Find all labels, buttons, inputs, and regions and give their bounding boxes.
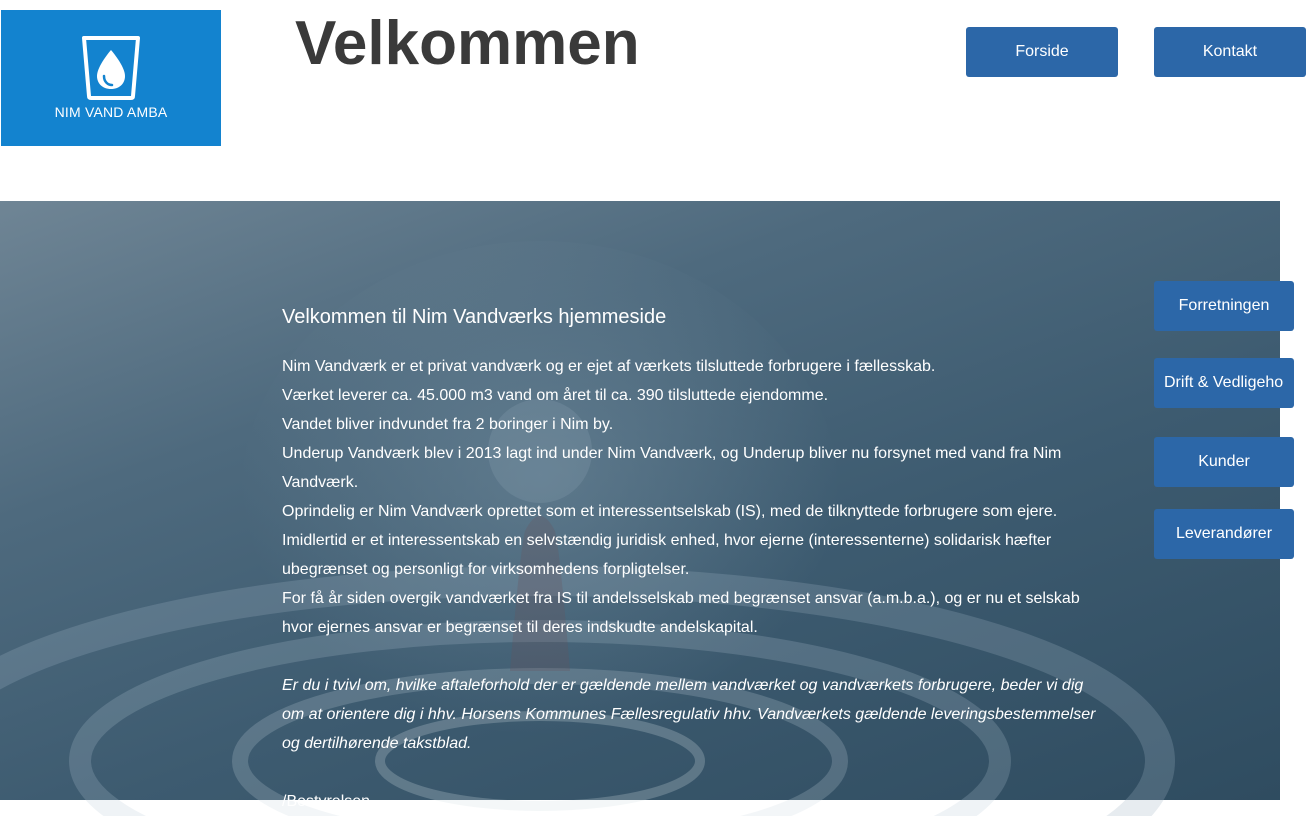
sidebar-item-label: Forretningen: [1178, 297, 1270, 314]
sidebar-item-label: Leverandører: [1175, 525, 1273, 542]
page-title: Velkommen: [295, 9, 640, 78]
sidebar-item-leverandorer[interactable]: [1154, 509, 1294, 559]
nav-forside-button[interactable]: [966, 27, 1118, 77]
nav-forside-label: Forside: [1015, 43, 1069, 60]
content-heading: Velkommen til Nim Vandværks hjemmeside: [282, 306, 667, 328]
nav-kontakt-label: Kontakt: [1202, 43, 1258, 60]
sidebar-item-label: Kunder: [1198, 453, 1250, 470]
paragraph: Værket leverer ca. 45.000 m3 vand om året til ca. 390 tilsluttede ejendomme.: [282, 387, 829, 404]
nav-kontakt-button[interactable]: [1154, 27, 1306, 77]
hero-section: [0, 201, 1284, 810]
spacer: [282, 758, 1102, 787]
notice-text: Er du i tvivl om, hvilke aftaleforhold der er gældende mellem vandværket og vandværkets forbrugere, beder vi dig om at orientere dig i hhv. Horsens Kommunes Fællesregulativ hhv. Vandværkets gældende leveringsbestemmelser og dertilhørende takstblad.: [282, 677, 1096, 752]
spacer: [282, 642, 1102, 671]
logo-text: NIM VAND AMBA: [54, 104, 168, 120]
sidebar-item-kunder[interactable]: [1154, 437, 1294, 487]
main-content: [282, 302, 1102, 816]
site-logo[interactable]: [1, 10, 221, 146]
paragraph: Nim Vandværk er et privat vandværk og er ejet af værkets tilsluttede forbrugere i fællesskab.: [282, 358, 936, 375]
signature: /Bestyrelsen: [282, 793, 371, 810]
paragraph: Vandet bliver indvundet fra 2 boringer i Nim by.: [282, 416, 614, 433]
paragraph: Oprindelig er Nim Vandværk oprettet som et interessentselskab (IS), med de tilknyttede forbrugere som ejere.: [282, 503, 1058, 520]
paragraph: Imidlertid er et interessentskab en selvstændig juridisk enhed, hvor ejerne (interessenterne) solidarisk hæfter ubegrænset og personligt for virksomhedens forpligtelser.: [282, 532, 1052, 578]
paragraph: For få år siden overgik vandværket fra IS til andelsselskab med begrænset ansvar (a.m.b.a.), og er nu et selskab hvor ejernes ansvar er begrænset til deres indskudte andelskapital.: [282, 590, 1080, 636]
sidebar-item-label: Drift & Vedligeho: [1164, 374, 1284, 391]
water-glass-drop-icon: [81, 36, 141, 100]
sidebar-item-forretningen[interactable]: [1154, 281, 1294, 331]
sidebar-item-drift[interactable]: [1154, 358, 1294, 408]
site-header: [0, 0, 1280, 201]
paragraph: Underup Vandværk blev i 2013 lagt ind under Nim Vandværk, og Underup bliver nu forsynet med vand fra Nim Vandværk.: [282, 445, 1062, 491]
